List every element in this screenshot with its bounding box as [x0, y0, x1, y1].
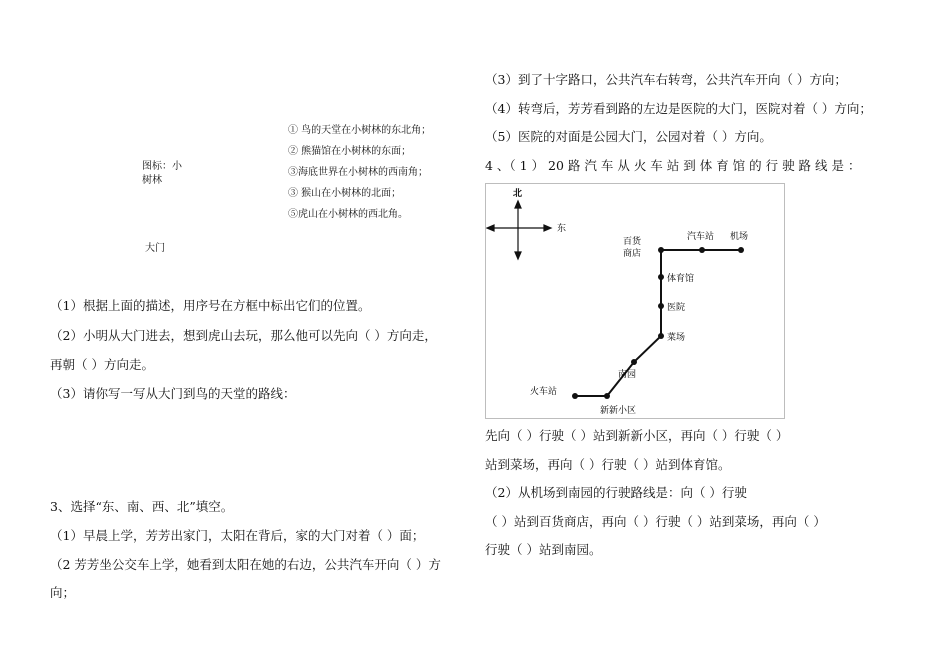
gate-label: 大门	[145, 243, 165, 254]
question-2-line-1: （2）小明从大门进去，想到虎山去玩，那么他可以先向（ ）方向走，	[50, 328, 437, 343]
tree-icon-label-2: 树林	[142, 175, 162, 186]
section-3-question-2-line-2: 向；	[50, 585, 76, 600]
north-label: 北	[513, 189, 523, 199]
stop-label-department-store-2: 商店	[623, 249, 642, 259]
legend-item-3: ③海底世界在小树林的西南角；	[288, 167, 428, 178]
stop-markers	[572, 247, 744, 399]
question-2-line-2: 再朝（ ）方向走。	[50, 357, 154, 372]
section-3-question-4: （4）转弯后，芳芳看到路的左边是医院的大门，医院对着（ ）方向；	[485, 101, 872, 116]
stop-label-stadium: 体育馆	[667, 274, 695, 284]
route-fill-1-line-1: 先向（ ）行驶（ ）站到新新小区，再向（ ）行驶（ ）	[485, 428, 789, 443]
east-label: 东	[557, 224, 567, 234]
section-3-question-1: （1）早晨上学，芳芳出家门，太阳在背后，家的大门对着（ ）面；	[50, 528, 425, 543]
route-fill-2-line-3: 行驶（ ）站到南园。	[485, 542, 602, 557]
question-1: （1）根据上面的描述，用序号在方框中标出它们的位置。	[50, 298, 371, 313]
route-map	[485, 183, 785, 419]
route-fill-2-line-2: （ ）站到百货商店，再向（ ）行驶（ ）站到菜场，再向（ ）	[485, 514, 826, 529]
stop-label-bus-station: 汽车站	[687, 232, 715, 242]
question-3: （3）请你写一写从大门到鸟的天堂的路线：	[50, 386, 296, 401]
route-fill-1-line-2: 站到菜场，再向（ ）行驶（ ）站到体育馆。	[485, 457, 731, 472]
route-map-drawing	[486, 184, 784, 418]
stop-label-market: 菜场	[667, 333, 686, 343]
stop-label-train-station: 火车站	[530, 387, 558, 397]
legend-item-5: ⑤虎山在小树林的西北角。	[288, 209, 408, 220]
legend-item-2: ② 熊猫馆在小树林的东面；	[288, 146, 412, 157]
section-3-question-2-line-1: （2 芳芳坐公交车上学，她看到太阳在她的右边，公共汽车开向（ ）方	[50, 557, 441, 572]
legend-item-4: ③ 猴山在小树林的北面；	[288, 188, 402, 199]
route-fill-2-line-1: （2）从机场到南园的行驶路线是：向（ ）行驶	[485, 485, 747, 500]
stop-label-south-park: 南园	[618, 370, 637, 380]
section-3-question-3: （3）到了十字路口，公共汽车右转弯，公共汽车开向（ ）方向；	[485, 72, 847, 87]
tree-icon-label-1: 图标：小	[142, 161, 182, 172]
legend-item-1: ① 鸟的天堂在小树林的东北角；	[288, 125, 432, 136]
route-lines	[575, 250, 741, 396]
section-4-title: 4 、（ 1 ） 20 路 汽 车 从 火 车 站 到 体 育 馆 的 行 驶 路 线 是 ：	[485, 158, 861, 173]
stop-label-hospital: 医院	[667, 303, 686, 313]
section-3-title: 3、选择“东、南、西、北”填空。	[50, 499, 234, 514]
section-3-question-5: （5）医院的对面是公园大门，公园对着（ ）方向。	[485, 129, 772, 144]
stop-label-xinxin: 新新小区	[600, 406, 637, 416]
stop-label-department-store-1: 百货	[623, 237, 642, 247]
stop-label-airport: 机场	[730, 232, 749, 242]
compass-icon	[487, 201, 551, 259]
